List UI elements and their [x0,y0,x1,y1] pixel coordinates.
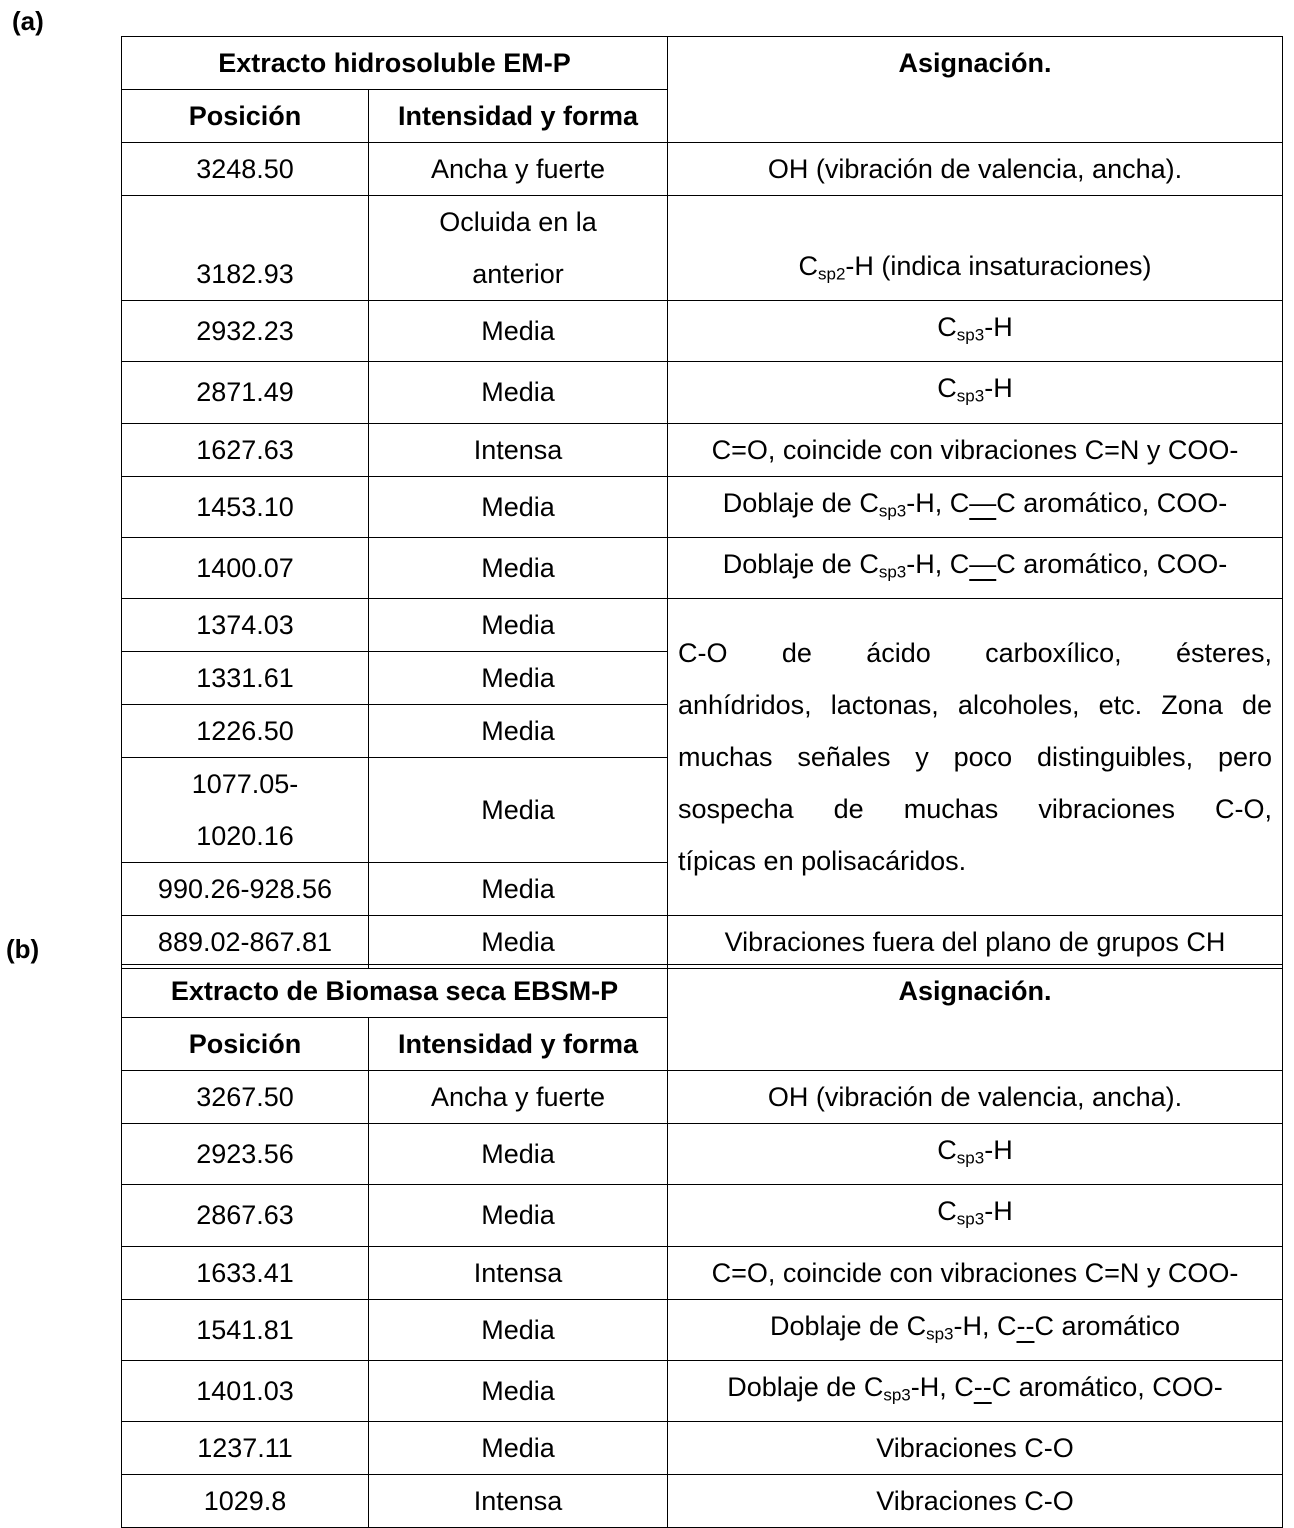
assignment-text: -H [984,1135,1013,1165]
position-cell: 2923.56 [122,1124,369,1185]
intensity-cell: Intensa [369,1246,668,1299]
intensity-cell: Intensa [369,423,668,476]
intensity-cell: Media [369,916,668,969]
assignment-text: C aromático, COO- [996,548,1228,579]
position-cell: 1627.63 [122,423,369,476]
position-cell: 1453.10 [122,476,369,537]
hybridization-subscript: sp3 [956,386,985,406]
position-cell: 3248.50 [122,143,369,196]
intensity-cell: Media [369,758,668,863]
hybridization-subscript: sp3 [883,1385,911,1404]
assignment-text: C aromático, COO- [996,487,1228,518]
assignment-text: -H, C [906,487,970,518]
table-row [122,1360,1283,1421]
table-row [122,1185,1283,1246]
aromatic-bond: — [969,487,997,518]
position-cell: 1401.03 [122,1360,369,1421]
intensity-cell [369,196,668,301]
assignment-cell: OH (vibración de valencia, ancha). [668,143,1283,196]
header-row [122,37,1283,90]
assignment-text: -H, C [910,1371,974,1402]
panel-label-a: (a) [12,6,44,36]
intensity-cell: Media [369,652,668,705]
aromatic-bond: -- [1016,1310,1035,1341]
assignment-text: Doblaje de C [769,1310,927,1341]
assignment-text: Doblaje de C [727,1371,884,1402]
assignment-line: muchas señales y poco distinguibles, pero [678,742,1273,772]
position-cell: 1374.03 [122,599,369,652]
assignment-text: -H [984,312,1013,342]
assignment-line: sospecha de muchas vibraciones C-O, [678,794,1273,824]
intensity-cell: Media [369,863,668,916]
assignment-header: Asignación. [668,37,1283,143]
assignment-cell [668,1124,1283,1185]
intensity-header: Intensidad y forma [369,1018,668,1071]
intensity-cell: Media [369,1124,668,1185]
position-line: 1020.16 [196,821,294,851]
assignment-text: -H [984,373,1013,404]
intensity-cell: Media [369,362,668,423]
assignment-cell [668,1185,1283,1246]
assignment-cell: Vibraciones fuera del plano de grupos CH [668,916,1283,969]
assignment-text: Doblaje de C [722,548,879,579]
assignment-text: C [937,312,957,342]
table-row [122,1299,1283,1360]
ir-table-em-p [121,36,1283,969]
intensity-cell: Media [369,1185,668,1246]
table-row [122,599,1283,652]
merged-assignment-cell [668,599,1283,916]
assignment-text: C [798,250,818,281]
assignment-text: -H (indica insaturaciones) [845,250,1152,281]
assignment-cell: C=O, coincide con vibraciones C=N y COO- [668,423,1283,476]
assignment-cell [668,301,1283,362]
hybridization-subscript: sp3 [956,325,985,345]
position-cell: 1400.07 [122,537,369,598]
aromatic-bond: -- [973,1371,992,1402]
assignment-cell [668,362,1283,423]
intensity-cell: Media [369,1422,668,1475]
table-row [122,1071,1283,1124]
table-row [122,196,1283,301]
intensity-line: anterior [472,259,564,289]
table-row [122,476,1283,537]
group-header: Extracto de Biomasa seca EBSM-P [122,965,668,1018]
position-cell: 1633.41 [122,1246,369,1299]
assignment-line: C-O de ácido carboxílico, ésteres, [678,638,1273,668]
assignment-cell [668,196,1283,301]
hybridization-subscript: sp3 [956,1209,985,1229]
assignment-cell [668,1299,1283,1360]
intensity-line: Ocluida en la [439,207,597,237]
aromatic-bond: — [969,548,997,579]
assignment-line: típicas en polisacáridos. [678,846,967,876]
assignment-text: C [937,1135,957,1165]
assignment-text: C [937,373,957,404]
position-cell: 2871.49 [122,362,369,423]
position-cell [122,758,369,863]
hybridization-subscript: sp3 [878,562,907,581]
position-cell: 1331.61 [122,652,369,705]
table-row [122,1422,1283,1475]
table-row [122,423,1283,476]
position-cell: 1226.50 [122,705,369,758]
position-cell: 1541.81 [122,1299,369,1360]
assignment-cell: Vibraciones C-O [668,1422,1283,1475]
assignment-text: -H, C [953,1310,1017,1341]
ir-table-ebsm-p [121,964,1283,1528]
assignment-cell [668,1360,1283,1421]
table-row [122,143,1283,196]
panel-label-b: (b) [6,934,40,964]
position-line: 1077.05- [191,769,299,799]
position-header: Posición [122,90,369,143]
assignment-text: Doblaje de C [722,487,879,518]
intensity-cell: Ancha y fuerte [369,143,668,196]
position-cell: 889.02-867.81 [122,916,369,969]
assignment-header: Asignación. [668,965,1283,1071]
assignment-cell: OH (vibración de valencia, ancha). [668,1071,1283,1124]
hybridization-subscript: sp3 [956,1148,985,1168]
position-cell: 990.26-928.56 [122,863,369,916]
intensity-cell: Media [369,705,668,758]
table-row [122,1124,1283,1185]
table-row [122,362,1283,423]
intensity-cell: Media [369,301,668,362]
intensity-cell: Media [369,1299,668,1360]
intensity-cell: Ancha y fuerte [369,1071,668,1124]
assignment-cell [668,476,1283,537]
assignment-cell [668,537,1283,598]
hybridization-subscript: sp2 [817,264,846,283]
assignment-cell: C=O, coincide con vibraciones C=N y COO- [668,1246,1283,1299]
assignment-text: -H [984,1196,1013,1227]
assignment-text: C aromático [1034,1310,1181,1341]
intensity-header: Intensidad y forma [369,90,668,143]
intensity-cell: Media [369,476,668,537]
assignment-text: C aromático, COO- [991,1371,1223,1402]
position-header: Posición [122,1018,369,1071]
table-row [122,1475,1283,1528]
table-row [122,916,1283,969]
intensity-cell: Media [369,537,668,598]
assignment-line: anhídridos, lactonas, alcoholes, etc. Zona de [678,690,1273,720]
group-header: Extracto hidrosoluble EM-P [122,37,668,90]
intensity-cell: Media [369,599,668,652]
position-cell: 2867.63 [122,1185,369,1246]
hybridization-subscript: sp3 [926,1323,954,1343]
position-cell: 1237.11 [122,1422,369,1475]
hybridization-subscript: sp3 [878,500,907,520]
assignment-cell: Vibraciones C-O [668,1475,1283,1528]
position-cell: 1029.8 [122,1475,369,1528]
position-cell: 2932.23 [122,301,369,362]
table-row [122,1246,1283,1299]
intensity-cell: Media [369,1360,668,1421]
table-row [122,301,1283,362]
assignment-text: -H, C [906,548,970,579]
assignment-text: C [937,1196,957,1227]
intensity-cell: Intensa [369,1475,668,1528]
position-cell: 3267.50 [122,1071,369,1124]
table-row [122,537,1283,598]
header-row [122,965,1283,1018]
position-cell: 3182.93 [122,196,369,301]
